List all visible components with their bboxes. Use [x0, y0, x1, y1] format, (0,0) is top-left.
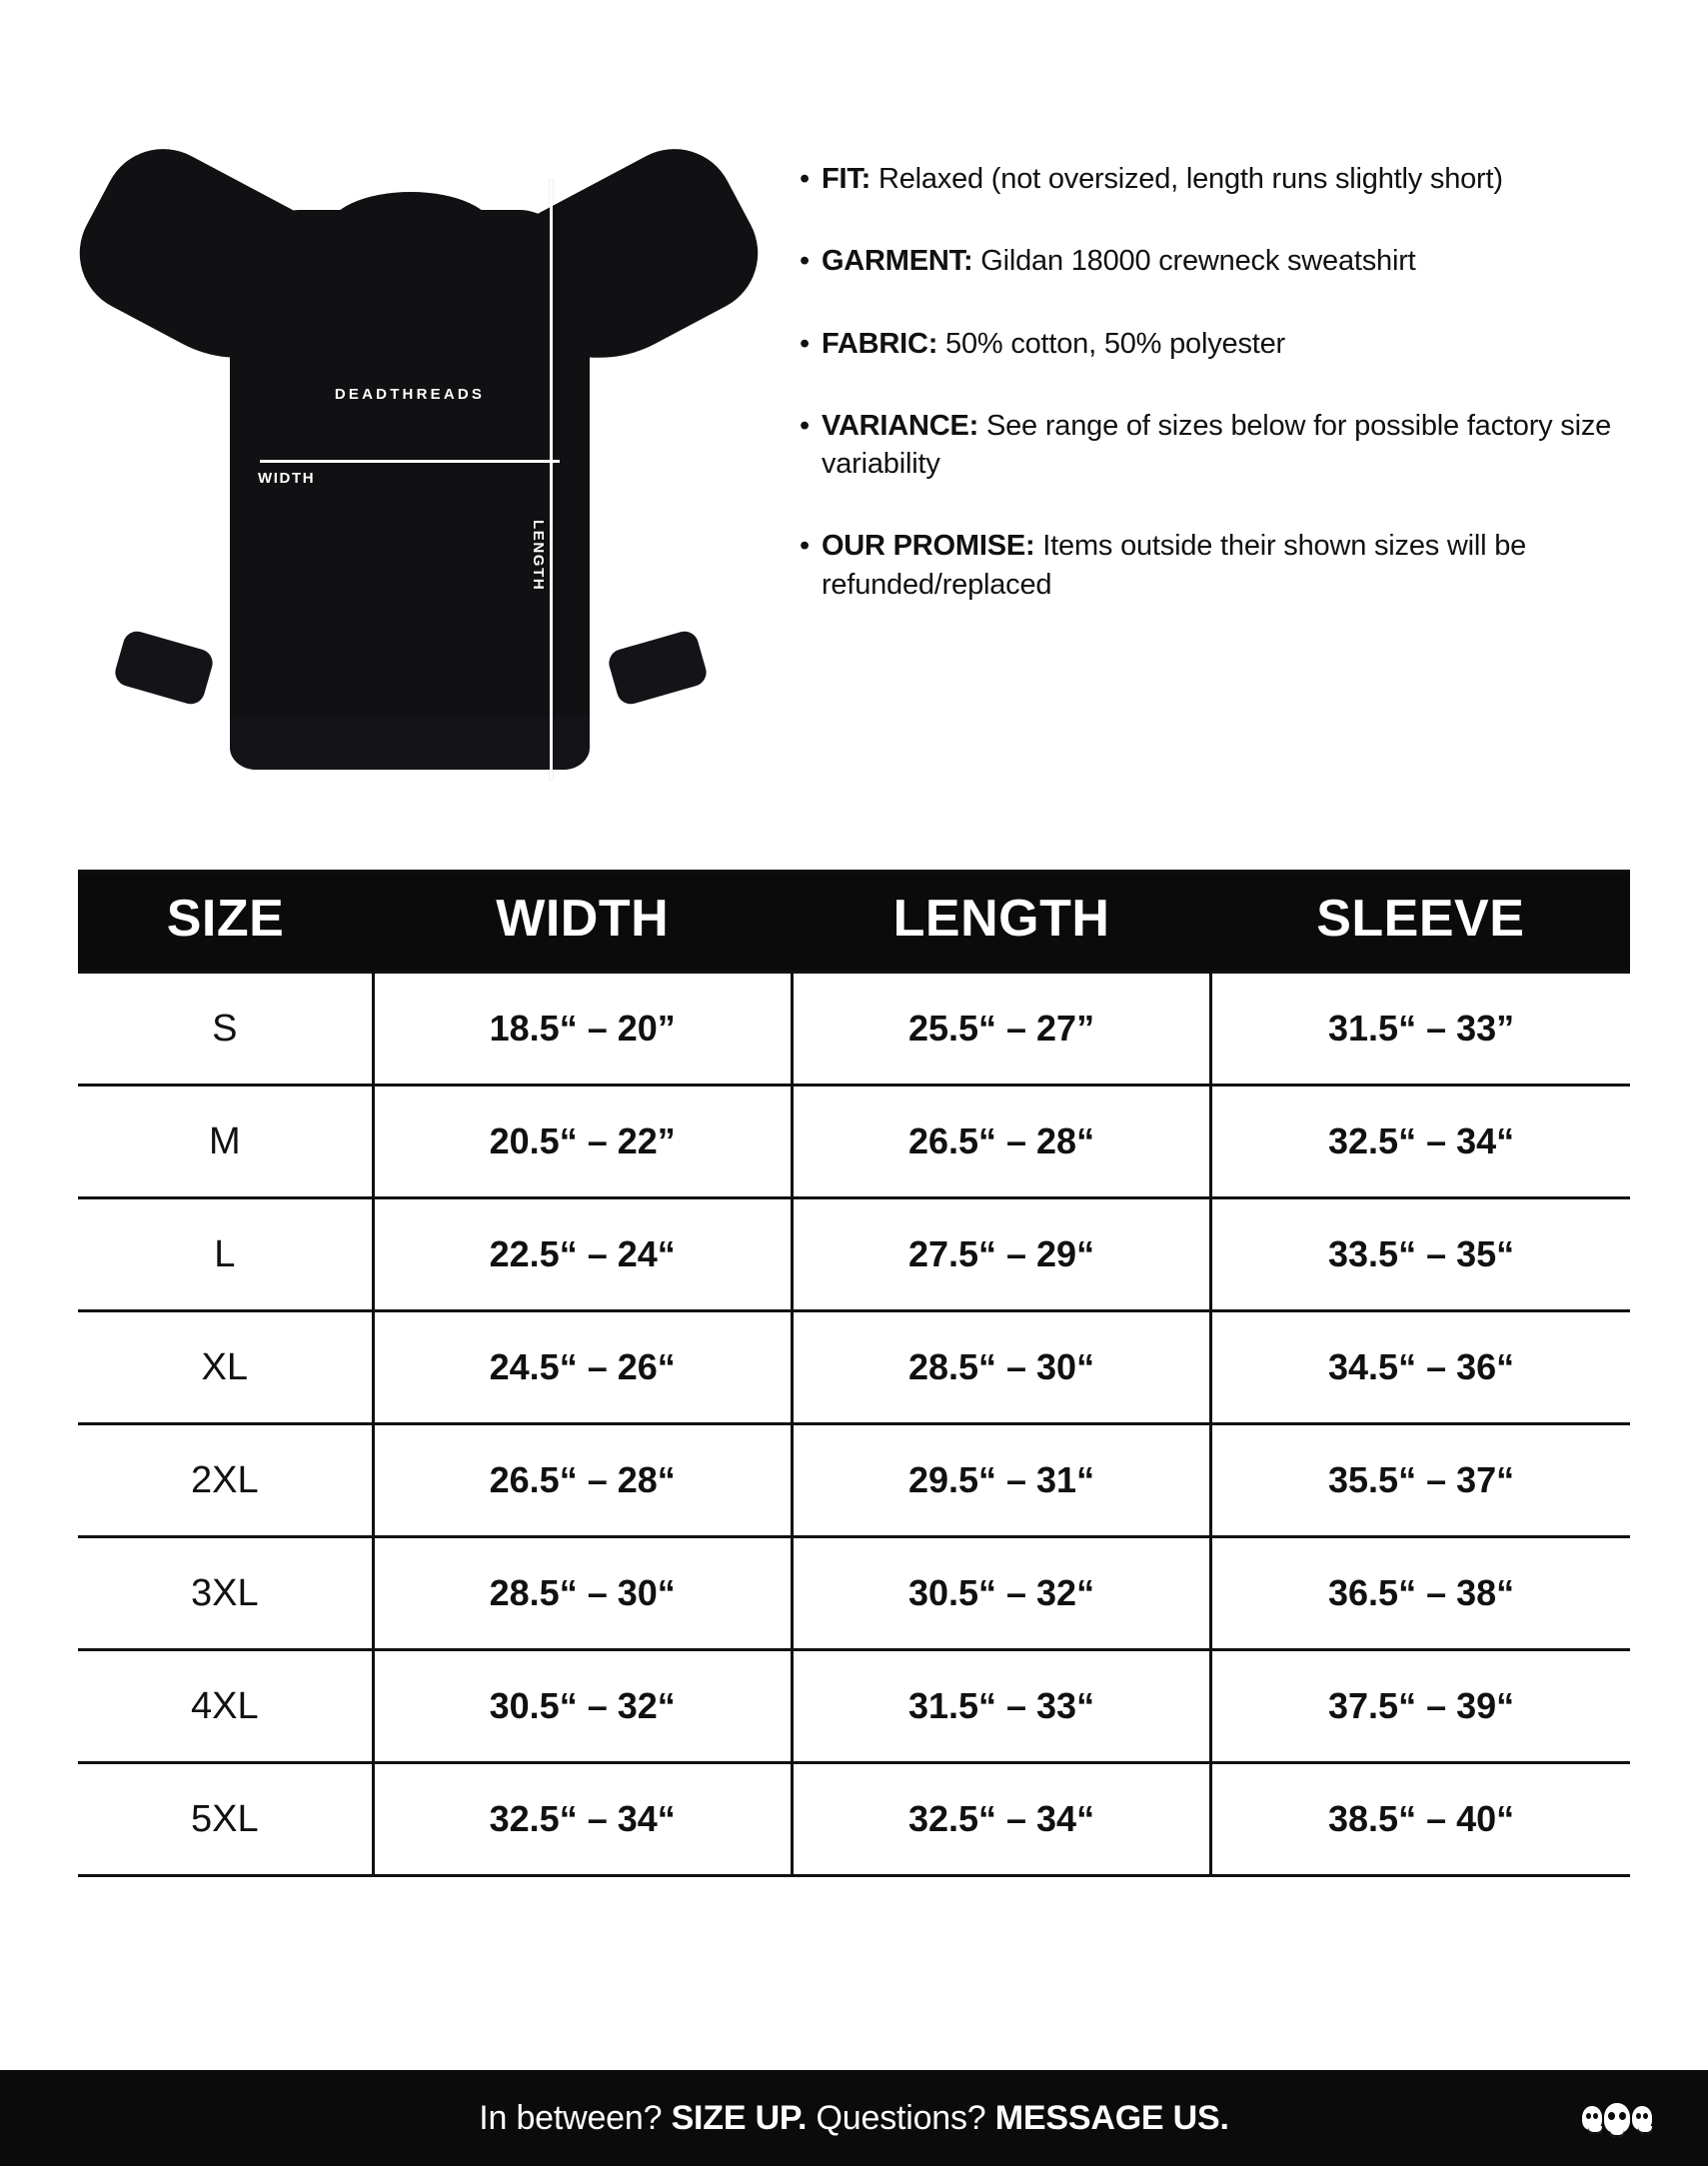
cell-length: 31.5“ – 33“	[792, 1650, 1210, 1763]
table-row	[78, 1650, 1630, 1763]
cell-width: 24.5“ – 26“	[373, 1311, 792, 1424]
footer-part1: In between?	[479, 2098, 672, 2137]
collar-shape	[328, 192, 494, 268]
footer-bar	[0, 2070, 1708, 2166]
cell-size: 4XL	[78, 1650, 373, 1763]
cell-width: 32.5“ – 34“	[373, 1763, 792, 1875]
footer-part2: Questions?	[807, 2098, 995, 2137]
table-header	[78, 873, 1630, 973]
bullet-key: VARIANCE:	[821, 409, 979, 442]
bullet-value: 50% cotton, 50% polyester	[937, 327, 1285, 360]
length-measure-label: LENGTH	[530, 520, 547, 592]
bullet-value: See range of sizes below for possible factory size variability	[821, 409, 1612, 481]
size-chart-table-wrapper	[78, 870, 1630, 1874]
cell-length: 29.5“ – 31“	[792, 1424, 1210, 1537]
skull-icon	[1582, 2106, 1602, 2130]
spec-bullet-list	[780, 140, 1648, 648]
cuff-left-shape	[112, 628, 216, 707]
length-measure-line	[550, 180, 553, 780]
footer-bold1: SIZE UP.	[671, 2098, 808, 2137]
cell-length: 32.5“ – 34“	[792, 1763, 1210, 1875]
table-row	[78, 1311, 1630, 1424]
bullet-text	[822, 242, 1416, 280]
body-shape	[230, 210, 590, 770]
cell-width: 30.5“ – 32“	[373, 1650, 792, 1763]
table-row	[78, 1085, 1630, 1198]
cell-size: XL	[78, 1311, 373, 1424]
bullet-dot-icon: •	[800, 245, 810, 278]
list-item	[800, 325, 1628, 363]
footer-message	[479, 2099, 1229, 2138]
cell-sleeve: 37.5“ – 39“	[1211, 1650, 1630, 1763]
sweatshirt-graphic	[90, 170, 750, 800]
bullet-key: GARMENT:	[821, 245, 973, 278]
cell-size: L	[78, 1198, 373, 1311]
bullet-dot-icon: •	[800, 409, 810, 442]
cell-length: 28.5“ – 30“	[792, 1311, 1210, 1424]
table-row	[78, 1763, 1630, 1875]
cell-size: 2XL	[78, 1424, 373, 1537]
list-item	[800, 242, 1628, 280]
cell-size: 5XL	[78, 1763, 373, 1875]
table-body	[78, 973, 1630, 1875]
bullet-text	[822, 407, 1628, 484]
skull-icon	[1604, 2103, 1630, 2133]
cell-size: M	[78, 1085, 373, 1198]
bullet-dot-icon: •	[800, 327, 810, 360]
cell-length: 27.5“ – 29“	[792, 1198, 1210, 1311]
cell-width: 28.5“ – 30“	[373, 1537, 792, 1650]
size-chart-table	[78, 873, 1630, 1874]
cell-sleeve: 32.5“ – 34“	[1211, 1085, 1630, 1198]
spec-section	[0, 0, 1708, 870]
footer-bold2: MESSAGE US.	[994, 2098, 1229, 2137]
cell-sleeve: 36.5“ – 38“	[1211, 1537, 1630, 1650]
table-row	[78, 973, 1630, 1085]
cell-size: S	[78, 973, 373, 1085]
list-item	[800, 160, 1628, 198]
bullet-value: Relaxed (not oversized, length runs slightly short)	[870, 163, 1503, 195]
cell-size: 3XL	[78, 1537, 373, 1650]
column-header-size: SIZE	[78, 873, 373, 973]
brand-print-text: DEADTHREADS	[334, 386, 486, 403]
table-row	[78, 1424, 1630, 1537]
cell-length: 25.5“ – 27”	[792, 973, 1210, 1085]
skull-icon	[1632, 2106, 1652, 2130]
table-row	[78, 1537, 1630, 1650]
list-item	[800, 527, 1628, 604]
width-measure-label: WIDTH	[258, 470, 316, 487]
bullet-key: OUR PROMISE:	[821, 530, 1035, 563]
cell-sleeve: 33.5“ – 35“	[1211, 1198, 1630, 1311]
bullet-text	[822, 160, 1503, 198]
cell-sleeve: 38.5“ – 40“	[1211, 1763, 1630, 1875]
cell-width: 18.5“ – 20”	[373, 973, 792, 1085]
bullet-text	[822, 325, 1285, 363]
cell-width: 22.5“ – 24“	[373, 1198, 792, 1311]
cell-length: 30.5“ – 32“	[792, 1537, 1210, 1650]
cuff-right-shape	[606, 628, 710, 707]
cell-length: 26.5“ – 28“	[792, 1085, 1210, 1198]
cell-sleeve: 34.5“ – 36“	[1211, 1311, 1630, 1424]
bullet-key: FABRIC:	[821, 327, 938, 360]
column-header-width: WIDTH	[373, 873, 792, 973]
double-skull-logo-icon	[1582, 2103, 1652, 2133]
table-header-row	[78, 873, 1630, 973]
bullet-dot-icon: •	[800, 163, 810, 195]
bullet-value: Gildan 18000 crewneck sweatshirt	[972, 245, 1416, 278]
list-item	[800, 407, 1628, 484]
cell-sleeve: 35.5“ – 37“	[1211, 1424, 1630, 1537]
column-header-length: LENGTH	[792, 873, 1210, 973]
bullet-text	[822, 527, 1628, 604]
cell-width: 26.5“ – 28“	[373, 1424, 792, 1537]
table-row	[78, 1198, 1630, 1311]
garment-illustration	[60, 140, 780, 840]
bullet-value: Items outside their shown sizes will be refunded/replaced	[821, 530, 1527, 601]
bullet-dot-icon: •	[800, 530, 810, 563]
cell-sleeve: 31.5“ – 33”	[1211, 973, 1630, 1085]
table-bottom-rule	[78, 1874, 1630, 1877]
width-measure-line	[260, 460, 560, 463]
column-header-sleeve: SLEEVE	[1211, 873, 1630, 973]
hem-shape	[230, 718, 590, 770]
cell-width: 20.5“ – 22”	[373, 1085, 792, 1198]
bullet-key: FIT:	[821, 163, 871, 195]
